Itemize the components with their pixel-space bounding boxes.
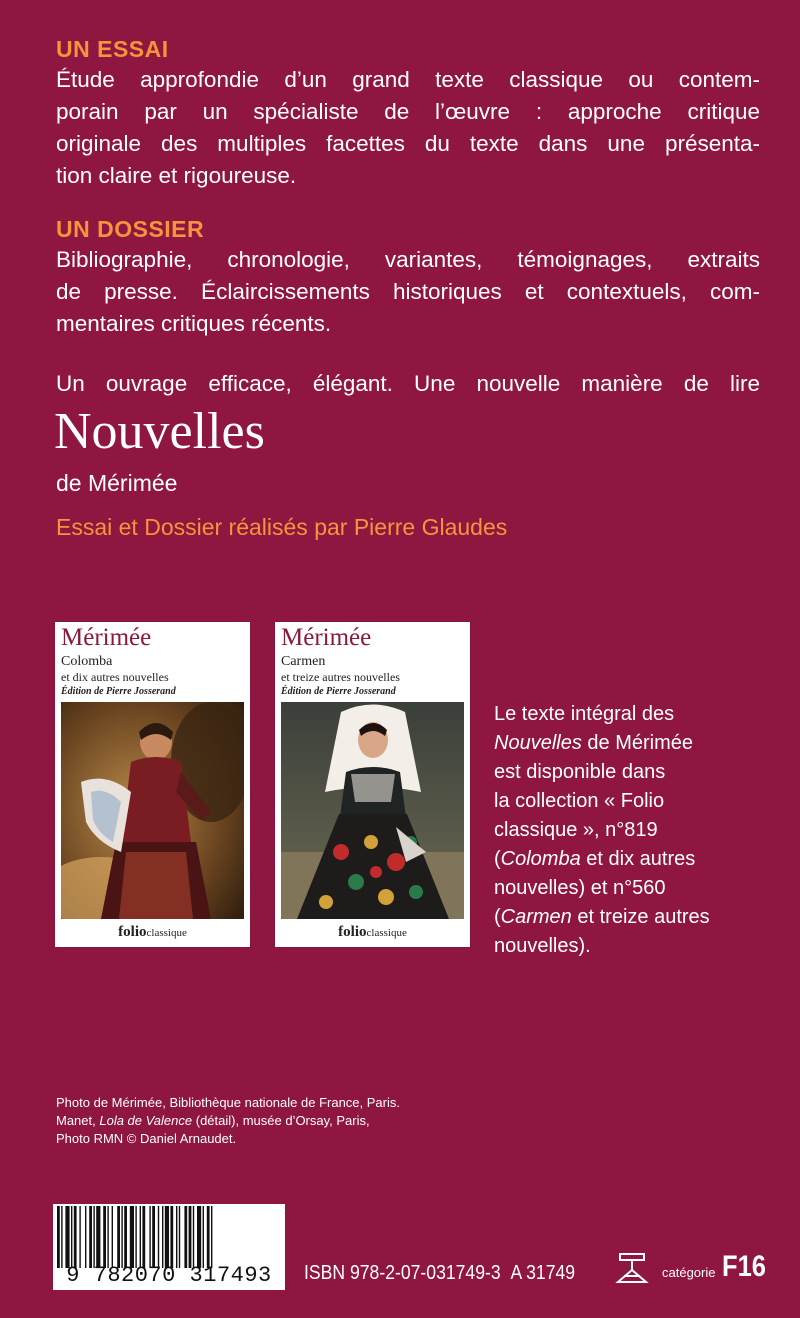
cover-title: Colomba	[61, 654, 113, 669]
barcode-bars	[53, 1206, 285, 1268]
cover-subtitle: et dix autres nouvelles	[61, 670, 169, 684]
dossier-line: de presse. Éclaircissements historiques et contextuels, com-	[56, 279, 760, 304]
product-code: A 31749	[510, 1262, 576, 1284]
cover-painting-colomba	[61, 702, 244, 919]
cover-author: Mérimée	[61, 624, 152, 651]
dossier-line: Bibliographie, chronologie, variantes, témoignages, extraits	[56, 247, 760, 272]
barcode	[53, 1204, 285, 1290]
gallimard-pelican-icon	[612, 1248, 652, 1288]
tagline: Un ouvrage efficace, élégant. Une nouvelle manière de lire	[56, 371, 760, 396]
category-label: catégorie	[662, 1265, 716, 1280]
folio-classique-logo: folioclassique	[118, 924, 187, 940]
dossier-paragraph	[56, 244, 760, 340]
cover-edition: Édition de Pierre Josserand	[61, 686, 176, 697]
essai-line: tion claire et rigoureuse.	[56, 163, 297, 188]
cover-author: Mérimée	[281, 624, 372, 651]
essai-line: Étude approfondie d’un grand texte classique ou contem-	[56, 67, 760, 92]
essai-paragraph	[56, 64, 760, 192]
dossier-heading: UN DOSSIER	[56, 216, 205, 242]
cover-edition: Édition de Pierre Josserand	[281, 686, 396, 697]
cover-subtitle: et treize autres nouvelles	[281, 670, 400, 684]
dossier-line: mentaires critiques récents.	[56, 311, 332, 336]
book-cover-colomba	[55, 622, 250, 947]
essai-line: originale des multiples facettes du texte dans une présenta-	[56, 131, 760, 156]
book-byline: Essai et Dossier réalisés par Pierre Glaudes	[56, 514, 508, 540]
book-title: Nouvelles	[54, 403, 265, 460]
book-cover-carmen	[275, 622, 470, 947]
photo-credits: Photo de Mérimée, Bibliothèque nationale de France, Paris. Manet, Lola de Valence (détail), musée d’Orsay, Paris, Photo RMN © Daniel Arnaudet.	[56, 1095, 400, 1146]
book-author: de Mérimée	[56, 470, 178, 496]
availability-note: Le texte intégral des Nouvelles de Mérimée est disponible dans la collection « Folio classique », n°819 (Colomba et dix autres nouvelles) et n°560 (Carmen et treize autres nouvelles).	[494, 703, 710, 957]
essai-line: porain par un spécialiste de l’œuvre : approche critique	[56, 99, 760, 124]
cover-title: Carmen	[281, 654, 326, 669]
folio-classique-logo: folioclassique	[338, 924, 407, 940]
essai-heading: UN ESSAI	[56, 36, 169, 62]
cover-painting-lola-de-valence	[281, 702, 464, 919]
barcode-digits: 9 782070 317493	[66, 1263, 272, 1288]
isbn-number: ISBN 978-2-07-031749-3 A 31749	[304, 1262, 576, 1284]
category-code: F16	[722, 1250, 766, 1283]
